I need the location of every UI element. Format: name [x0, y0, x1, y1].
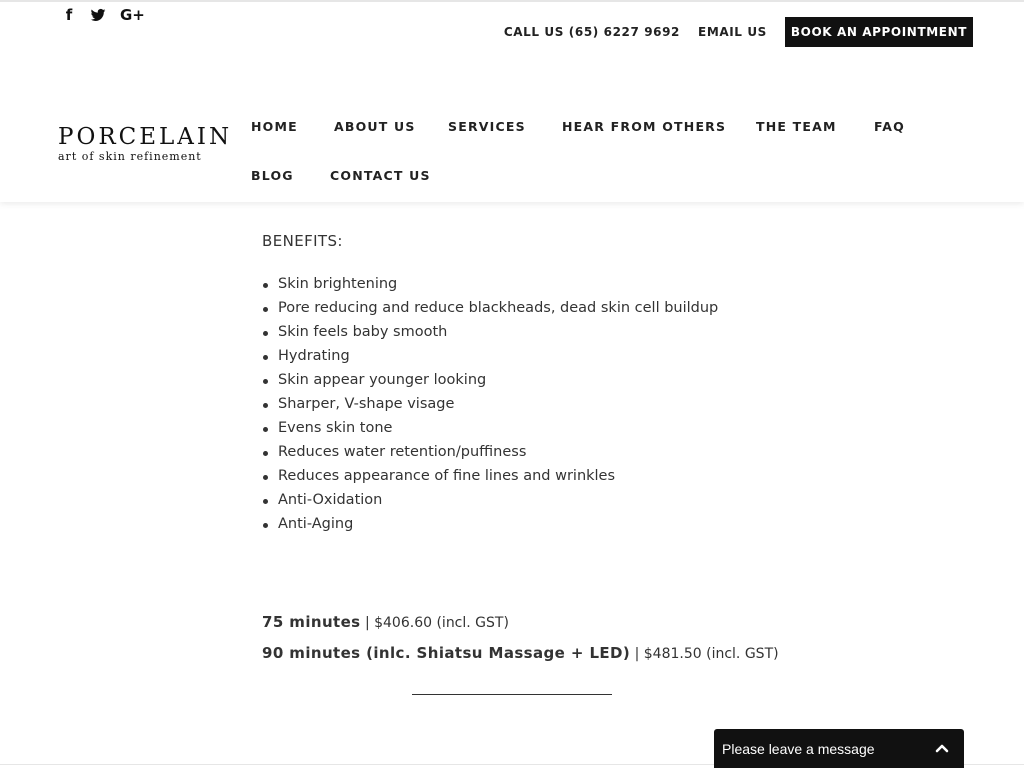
email-us-link[interactable]: EMAIL US: [698, 25, 767, 39]
logo-name: PORCELAIN: [58, 124, 233, 150]
nav-item-blog[interactable]: BLOG: [251, 168, 294, 183]
nav-item-home[interactable]: HOME: [251, 119, 298, 134]
call-us-link[interactable]: CALL US (65) 6227 9692: [503, 25, 681, 39]
service-content: [262, 232, 862, 662]
book-appointment-button[interactable]: BOOK AN APPOINTMENT: [785, 17, 973, 47]
site-logo[interactable]: [58, 124, 233, 163]
benefit-item: Reduces water retention/puffiness: [262, 440, 862, 464]
googleplus-icon[interactable]: G+: [120, 6, 145, 24]
nav-item-faq[interactable]: FAQ: [874, 119, 906, 134]
facebook-icon[interactable]: f: [65, 6, 73, 24]
social-links: [62, 6, 145, 24]
benefit-item: Skin appear younger looking: [262, 368, 862, 392]
benefits-heading: BENEFITS:: [262, 232, 343, 250]
price-amount: | $406.60 (incl. GST): [360, 615, 509, 631]
benefit-item: Skin feels baby smooth: [262, 320, 862, 344]
nav-item-about-us[interactable]: ABOUT US: [334, 119, 416, 134]
price-amount: | $481.50 (incl. GST): [630, 646, 779, 662]
top-links: [504, 17, 973, 47]
benefit-item: Anti-Oxidation: [262, 488, 862, 512]
chat-widget[interactable]: [714, 729, 964, 768]
twitter-icon[interactable]: [90, 7, 106, 23]
logo-tagline: art of skin refinement: [58, 150, 202, 163]
benefit-item: Evens skin tone: [262, 416, 862, 440]
nav-item-contact-us[interactable]: CONTACT US: [330, 168, 431, 183]
benefit-item: Skin brightening: [262, 272, 862, 296]
main-nav: [251, 119, 951, 217]
site-header: [0, 0, 1024, 202]
price-duration: 75 minutes: [262, 613, 361, 631]
benefit-item: Sharper, V-shape visage: [262, 392, 862, 416]
content-divider: [412, 694, 612, 695]
price-duration: 90 minutes (inlc. Shiatsu Massage + LED): [262, 644, 631, 662]
benefits-list: [262, 272, 862, 536]
nav-item-services[interactable]: SERVICES: [448, 119, 526, 134]
chevron-up-icon[interactable]: [934, 740, 950, 756]
chat-label: Please leave a message: [722, 741, 875, 757]
nav-row-2: [251, 168, 951, 217]
nav-item-the-team[interactable]: THE TEAM: [756, 119, 837, 134]
benefit-item: Anti-Aging: [262, 512, 862, 536]
nav-item-hear-from-others[interactable]: HEAR FROM OTHERS: [562, 119, 727, 134]
benefit-item: Pore reducing and reduce blackheads, dead skin cell buildup: [262, 296, 862, 320]
benefit-item: Hydrating: [262, 344, 862, 368]
price-75-minutes: [262, 613, 509, 631]
nav-row-1: [251, 119, 951, 168]
price-90-minutes: [262, 644, 779, 662]
benefit-item: Reduces appearance of fine lines and wrinkles: [262, 464, 862, 488]
